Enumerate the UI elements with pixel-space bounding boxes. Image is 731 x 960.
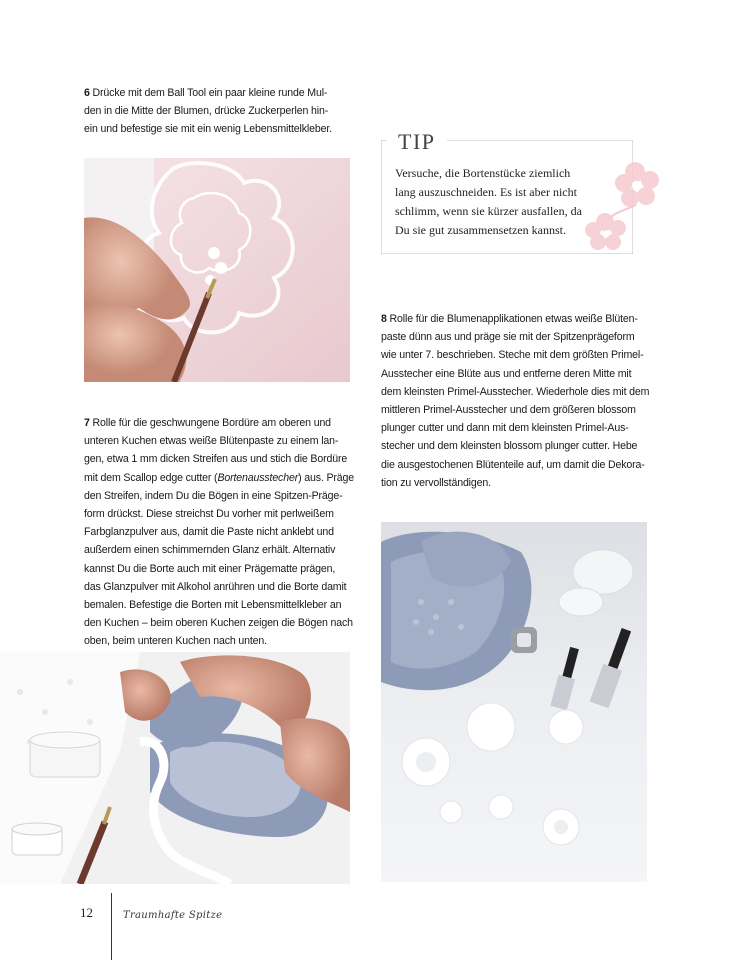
pink-flower-decoration [580,150,670,260]
photo-cake-piping [84,158,350,382]
step-7-line: außerdem einen schimmernden Glanz erhält. Alternativ [84,544,336,557]
step-8-text [381,310,651,492]
step-7-line: gen, etwa 1 mm dicken Streifen aus und stich die Bordüre [84,453,348,466]
step-6-line: den in die Mitte der Blumen, drücke Zuckerperlen hin- [84,105,329,118]
photo-border-embossing [0,652,350,884]
tip-title: TIP [394,129,442,155]
step-8-line: tion zu vervollständigen. [381,476,491,489]
page-number: 12 [80,905,93,920]
step-7-line: bemalen. Befestige die Borten mit Lebensmittelkleber an [84,599,342,612]
step-7-line: Farbglanzpulver aus, damit die Paste nicht anklebt und [84,526,334,539]
step-7-line: mit dem Scallop edge cutter ( [84,471,218,484]
step-7-line: unteren Kuchen etwas weiße Blütenpaste zu einem lan- [84,435,339,448]
tip-line: Versuche, die Bortenstücke ziemlich [395,166,571,180]
tip-line: lang auszuschneiden. Es ist aber nicht [395,185,577,199]
step-8-line: dem kleinsten Primel-Ausstecher. Wiederhole dies mit dem [381,385,650,398]
tip-text [395,164,611,240]
step-8-line: paste dünn aus und präge sie mit der Spitzenprägeform [381,331,635,344]
tip-line: schlimm, wenn sie kürzer ausfallen, da [395,204,582,218]
step-6-number: 6 [84,87,90,99]
step-8-number: 8 [381,313,387,325]
tip-line: Du sie gut zusammensetzen kannst. [395,223,566,237]
step-7-italic-term: Bortenausstecher [217,471,299,484]
step-7-text [84,414,356,651]
step-8-line: plunger cutter und dann mit dem kleinsten Primel-Aus- [381,422,629,435]
step-7-line: ) aus. Präge [298,471,354,484]
step-7-line: den Streifen, indem Du die Bögen in eine Spitzen-Präge- [84,489,343,502]
step-7-line: kannst Du die Borte auch mit einer Prägematte prägen, [84,562,336,575]
step-8-line: mittleren Primel-Ausstecher und dem größeren blossom [381,404,636,417]
step-6-line: ein und befestige sie mit ein wenig Lebensmittelkleber. [84,123,332,136]
step-7-line: oben, beim unteren Kuchen nach unten. [84,635,267,648]
step-8-line: Ausstecher eine Blüte aus und entferne deren Mitte mit [381,367,632,380]
step-8-line: wie unter 7. beschrieben. Steche mit dem größten Primel- [381,349,644,362]
step-8-line: die ausgestochenen Blütenteile auf, um damit die Dekora- [381,458,645,471]
step-7-line: das Glanzpulver mit Alkohol anrühren und die Borte damit [84,580,347,593]
step-8-line: Rolle für die Blumenapplikationen etwas weiße Blüten- [389,313,638,325]
step-6-line: Drücke mit dem Ball Tool ein paar kleine runde Mul- [92,87,328,99]
photo-cutters-flowers [381,522,647,882]
step-7-line: den Kuchen – beim oberen Kuchen zeigen die Bögen nach [84,617,353,630]
step-6-text [84,84,354,139]
footer-divider [111,893,112,960]
step-7-line: Rolle für die geschwungene Bordüre am oberen und [92,417,331,429]
step-8-line: stecher und dem kleinsten blossom plunger cutter. Hebe [381,440,638,453]
step-7-line: form drückst. Diese streichst Du vorher mit perlweißem [84,508,334,521]
book-title: Traumhafte Spitze [123,910,223,921]
step-7-number: 7 [84,417,90,429]
